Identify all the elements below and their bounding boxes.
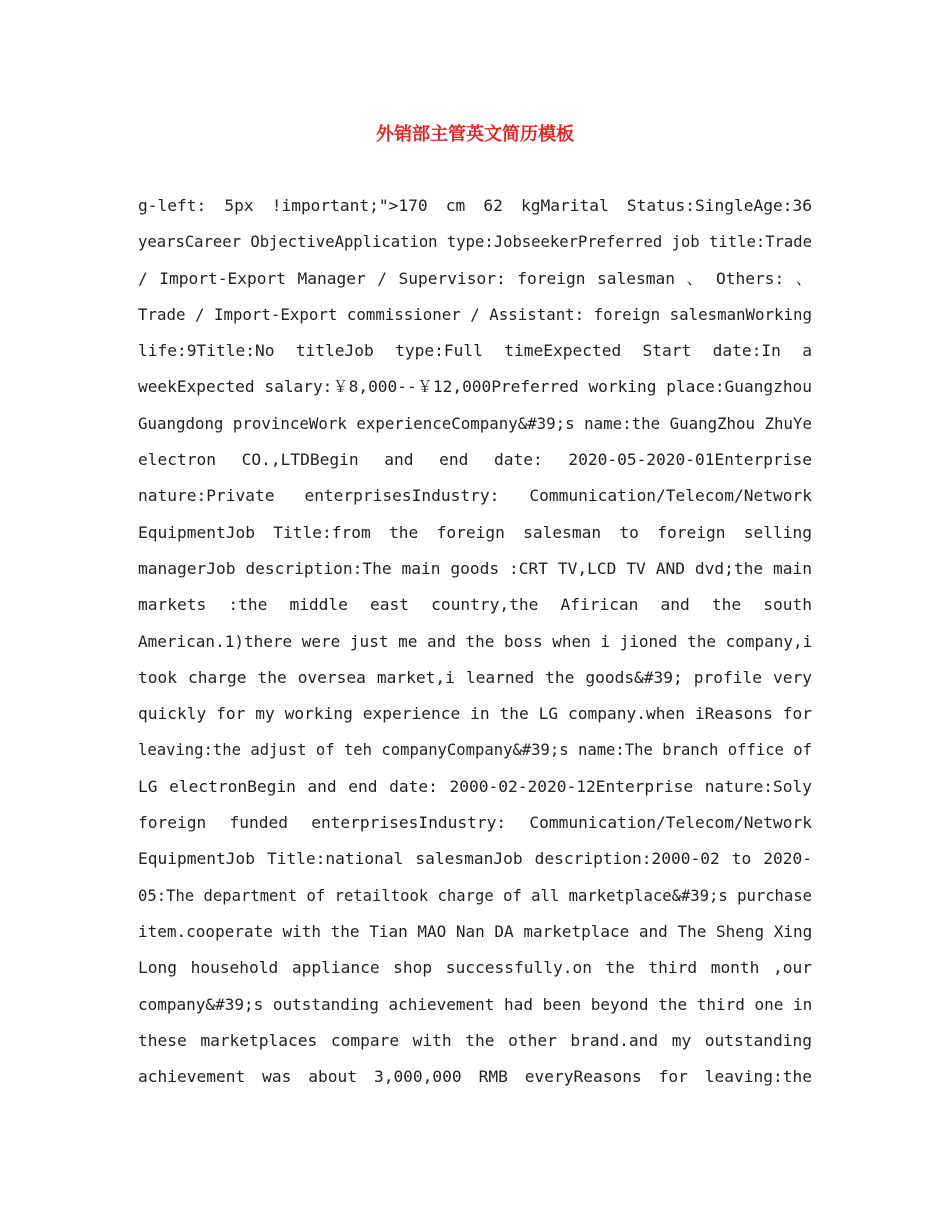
body-line-24: these marketplaces compare with the other brand.and my outstanding xyxy=(138,1030,812,1050)
body-line-4: Trade / Import-Export commissioner / Assistant: foreign salesmanWorking xyxy=(138,304,812,324)
resume-body xyxy=(138,188,812,1095)
body-line-17: LG electronBegin and end date: 2000-02-2020-12Enterprise nature:Soly xyxy=(138,776,812,796)
body-line-2: yearsCareer ObjectiveApplication type:JobseekerPreferred job title:Trade xyxy=(138,233,812,252)
body-line-8: electron CO.,LTDBegin and end date: 2020-05-2020-01Enterprise xyxy=(138,450,812,470)
body-line-21: item.cooperate with the Tian MAO Nan DA marketplace and The Sheng Xing xyxy=(138,921,812,941)
body-line-9: nature:Private enterprisesIndustry: Communication/Telecom/Network xyxy=(138,486,812,506)
body-line-11: managerJob description:The main goods :CRT TV,LCD TV AND dvd;the main xyxy=(138,558,812,578)
body-line-15: quickly for my working experience in the LG company.when iReasons for xyxy=(138,704,812,724)
body-line-3: / Import-Export Manager / Supervisor: foreign salesman 、 Others: 、 xyxy=(138,268,812,288)
body-line-25: achievement was about 3,000,000 RMB everyReasons for leaving:the xyxy=(138,1067,812,1087)
body-line-19: EquipmentJob Title:national salesmanJob description:2000-02 to 2020- xyxy=(138,849,812,869)
body-line-20: 05:The department of retailtook charge of all marketplace&#39;s purchase xyxy=(138,886,812,905)
document-title: 外销部主管英文简历模板 xyxy=(376,124,574,145)
body-line-16: leaving:the adjust of teh companyCompany&#39;s name:The branch office of xyxy=(138,741,812,760)
body-line-14: took charge the oversea market,i learned the goods&#39; profile very xyxy=(138,667,812,687)
body-line-5: life:9Title:No titleJob type:Full timeExpected Start date:In a xyxy=(138,341,812,361)
body-line-12: markets :the middle east country,the Afirican and the south xyxy=(138,595,812,615)
body-line-23: company&#39;s outstanding achievement had been beyond the third one in xyxy=(138,994,812,1014)
body-line-18: foreign funded enterprisesIndustry: Communication/Telecom/Network xyxy=(138,813,812,833)
body-line-13: American.1)there were just me and the boss when i jioned the company,i xyxy=(138,631,812,651)
body-line-22: Long household appliance shop successfully.on the third month ,our xyxy=(138,958,812,978)
body-line-1: g-left: 5px !important;">170 cm 62 kgMarital Status:SingleAge:36 xyxy=(138,196,812,215)
body-line-7: Guangdong provinceWork experienceCompany&#39;s name:the GuangZhou ZhuYe xyxy=(138,413,812,433)
body-line-10: EquipmentJob Title:from the foreign salesman to foreign selling xyxy=(138,522,812,542)
body-line-6: weekExpected salary:￥8,000--￥12,000Preferred working place:Guangzhou xyxy=(138,377,812,397)
